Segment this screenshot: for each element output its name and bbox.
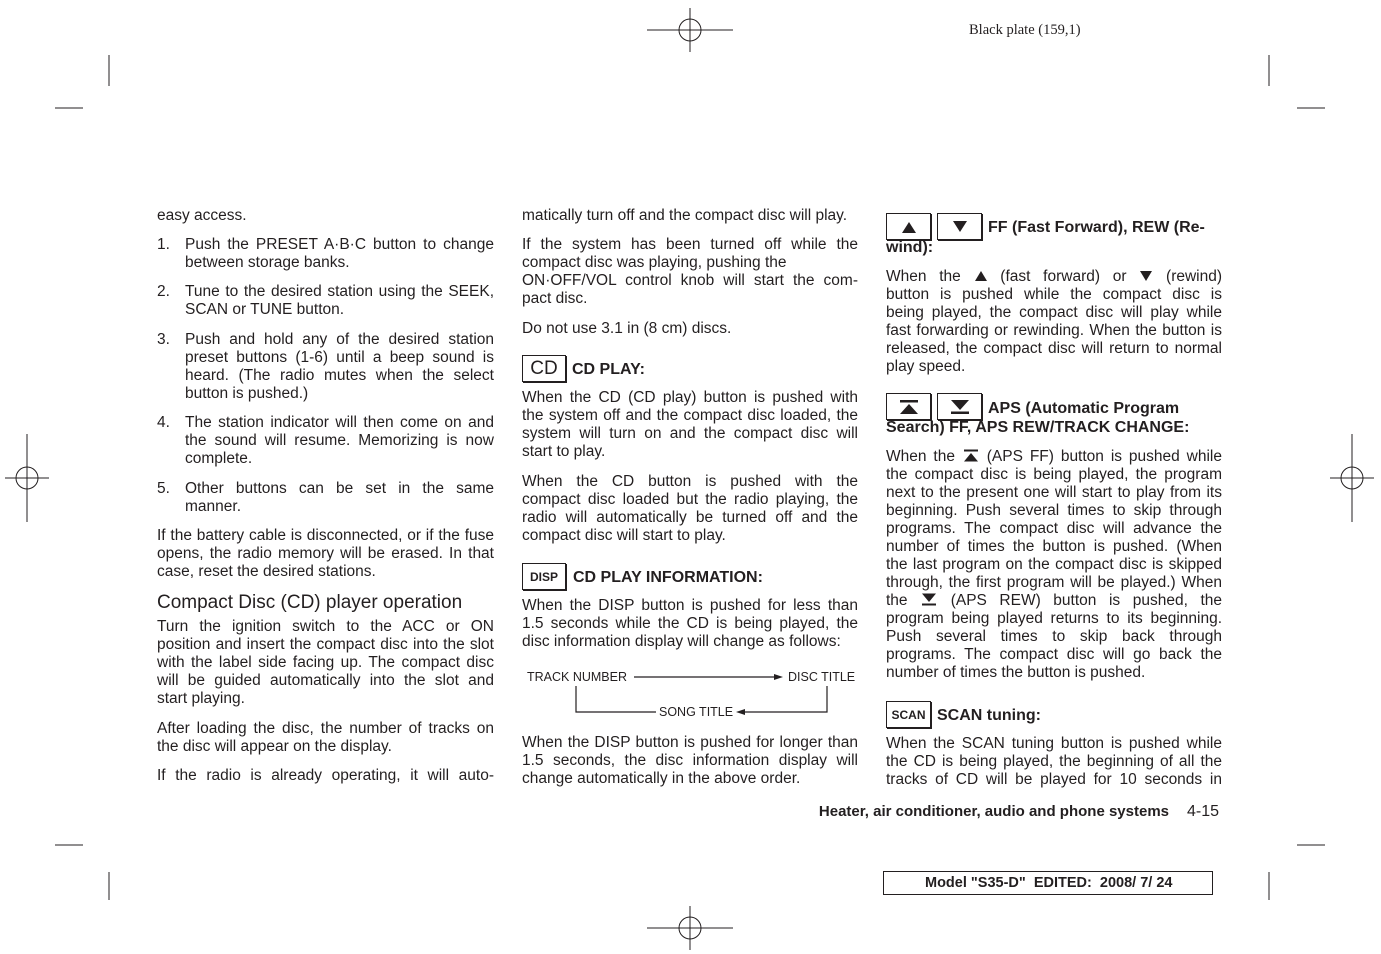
text-line: button is pushed while the compact disc is	[886, 286, 1222, 303]
text-line: between storage banks.	[185, 254, 350, 271]
text-line: When the CD button is pushed with the	[522, 473, 858, 490]
step-5	[157, 480, 494, 516]
text-line: heard. (The radio mutes when the select	[185, 367, 494, 384]
flow-song-title: SONG TITLE	[659, 705, 734, 719]
cd-play-paragraph-2	[522, 473, 858, 545]
text-line: number of times the button is pushed.	[886, 664, 1146, 681]
cd-play-paragraph-1	[522, 389, 858, 461]
text-line: next to the present one will start to play from its	[886, 484, 1222, 501]
step-number: 4.	[157, 414, 170, 431]
text-line: SCAN or TUNE button.	[185, 301, 345, 318]
text-line: When the DISP button is pushed for less than	[522, 597, 858, 614]
step-4	[157, 414, 494, 468]
text-line: manner.	[185, 498, 242, 515]
battery-paragraph	[157, 527, 494, 581]
text-line: radio will automatically be turned off and the	[522, 509, 858, 526]
text-line: the disc will appear on the display.	[157, 738, 392, 755]
text-line: 1.5 seconds, the disc information display will	[522, 752, 858, 769]
disp-key-icon: DISP	[522, 563, 566, 590]
text-line: position and insert the compact disc into the slot	[157, 636, 494, 653]
text-line: When the DISP button is pushed for longer than	[522, 734, 858, 751]
step-number: 5.	[157, 480, 170, 497]
up-triangle-icon	[974, 270, 988, 282]
text-line: change automatically in the above order.	[522, 770, 801, 787]
aps-rew-key	[937, 393, 982, 420]
aps-rew-icon	[920, 593, 938, 606]
text-line: case, reset the desired stations.	[157, 563, 376, 580]
text-line: The station indicator will then come on and	[185, 414, 494, 431]
text-line: Do not use 3.1 in (8 cm) discs.	[522, 320, 732, 337]
text-line: easy access.	[157, 207, 247, 224]
text-line: programs. The compact disc will go back the	[886, 646, 1222, 663]
text-segment: the	[886, 592, 908, 609]
step-number: 3.	[157, 331, 170, 348]
text-segment: (APS REW) button is pushed, the	[950, 592, 1222, 609]
flow-track-number: TRACK NUMBER	[527, 670, 628, 684]
text-segment: (rewind)	[1166, 268, 1223, 285]
aps-paragraph	[886, 448, 1222, 682]
text-line: Push the PRESET A·B·C button to change	[185, 236, 494, 253]
text-segment: When the	[886, 268, 961, 285]
text-line: start playing.	[157, 690, 245, 707]
text-line	[886, 592, 1222, 610]
text-line: through, the first program will be played.) When	[886, 574, 1222, 591]
text-line: released, the compact disc will return to normal	[886, 340, 1222, 357]
continued-paragraph	[522, 207, 858, 225]
text-segment: (fast forward) or	[1000, 268, 1127, 285]
flow-return-line-left	[576, 686, 656, 712]
aps-heading: APS (Automatic Program	[988, 400, 1180, 417]
text-line: After loading the disc, the number of tracks on	[157, 720, 494, 737]
text-line: compact disc will start to play.	[522, 527, 726, 544]
text-line: complete.	[185, 450, 253, 467]
text-line: with the label side facing up. The compact disc	[157, 654, 494, 671]
text-line: compact disc was playing, pushing the	[522, 254, 787, 271]
text-line: Push several times to skip back through	[886, 628, 1222, 645]
step-2	[157, 283, 494, 319]
aps-ff-icon	[962, 449, 980, 462]
disc-size-note	[522, 320, 858, 338]
text-line: Push and hold any of the desired station	[185, 331, 494, 348]
disp-paragraph-1	[522, 597, 858, 651]
text-line: button is pushed.)	[185, 385, 309, 402]
up-triangle-icon	[900, 220, 918, 234]
text-line: program being played returns to its beginning.	[886, 610, 1222, 627]
text-line: beginning. Push several times to skip through	[886, 502, 1222, 519]
aps-heading-cont: Search) FF, APS REW/TRACK CHANGE:	[886, 419, 1190, 436]
text-segment: (APS FF) button is pushed while	[986, 448, 1222, 465]
scan-tuning-heading: SCAN tuning:	[937, 707, 1041, 724]
text-line: fast forwarding or rewinding. When the button is	[886, 322, 1222, 339]
down-triangle-icon	[1139, 270, 1153, 282]
footer-section-title: Heater, air conditioner, audio and phone systems	[818, 803, 1169, 820]
text-line: disc information display will change as follows:	[522, 633, 841, 650]
text-line: being played, the compact disc will play while	[886, 304, 1222, 321]
aps-rew-icon	[949, 399, 971, 415]
text-line: tracks of CD will be played for 10 seconds in	[886, 771, 1222, 788]
text-line: compact disc loaded but the radio playing, the	[522, 491, 858, 508]
down-triangle-icon	[951, 220, 969, 234]
scan-key-icon: SCAN	[886, 701, 931, 728]
insert-disc-paragraph	[157, 618, 494, 708]
ff-rew-paragraph	[886, 268, 1222, 376]
text-line	[886, 268, 1222, 286]
text-line: start to play.	[522, 443, 606, 460]
text-line: Turn the ignition switch to the ACC or ON	[157, 618, 494, 635]
text-line: play speed.	[886, 358, 966, 375]
model-edit-box: Model "S35-D" EDITED: 2008/ 7/ 24	[883, 871, 1213, 895]
text-line: the compact disc is being played, the program	[886, 466, 1222, 483]
text-line: opens, the radio memory will be erased. In that	[157, 545, 494, 562]
registration-mark-bottom	[647, 906, 733, 950]
text-line: When the CD (CD play) button is pushed with	[522, 389, 858, 406]
text-line: If the radio is already operating, it will auto-	[157, 767, 494, 784]
flow-return-line-right	[744, 686, 827, 712]
flow-arrowhead-left	[736, 709, 745, 715]
text-line	[886, 448, 1222, 466]
cd-play-heading: CD PLAY:	[572, 361, 645, 378]
step-1	[157, 236, 494, 272]
text-line: preset buttons (1-6) until a beep sound is	[185, 349, 494, 366]
text-line: the system off and the compact disc loaded, the	[522, 407, 858, 424]
ff-rew-heading-cont: wind):	[886, 239, 934, 256]
text-line: the last program on the compact disc is skipped	[886, 556, 1222, 573]
disp-paragraph-2	[522, 734, 858, 788]
registration-mark-right	[1330, 434, 1374, 522]
display-cycle-diagram	[522, 664, 858, 726]
text-line: 1.5 seconds while the CD is being played, the	[522, 615, 858, 632]
text-line: will be guided automatically into the slot and	[157, 672, 494, 689]
registration-mark-left	[5, 434, 49, 522]
cd-key-icon: CD	[522, 355, 566, 382]
text-line: When the SCAN tuning button is pushed while	[886, 735, 1222, 752]
text-line: system will turn on and the compact disc will	[522, 425, 858, 442]
text-line: If the system has been turned off while the	[522, 236, 858, 253]
text-line: Other buttons can be set in the same	[185, 480, 494, 497]
text-line: If the battery cable is disconnected, or if the fuse	[157, 527, 494, 544]
section-title: Compact Disc (CD) player operation	[157, 592, 463, 613]
tracks-paragraph	[157, 720, 494, 756]
text-line: Tune to the desired station using the SEEK,	[185, 283, 494, 300]
ff-rew-heading: FF (Fast Forward), REW (Re-	[988, 219, 1205, 236]
intro-paragraph	[157, 207, 494, 225]
text-line: pact disc.	[522, 290, 588, 307]
step-3	[157, 331, 494, 403]
page-number: 4-15	[1187, 803, 1220, 820]
system-off-paragraph	[522, 236, 858, 308]
text-segment: When the	[886, 448, 955, 465]
cd-play-information-heading: CD PLAY INFORMATION:	[573, 569, 763, 586]
text-line: matically turn off and the compact disc will play.	[522, 207, 848, 224]
aps-ff-icon	[898, 399, 920, 415]
registration-mark-top	[647, 8, 733, 52]
text-line: programs. The compact disc will advance the	[886, 520, 1222, 537]
radio-operating-paragraph	[157, 767, 494, 785]
aps-ff-key	[886, 393, 931, 420]
flow-disc-title: DISC TITLE	[788, 670, 856, 684]
step-number: 1.	[157, 236, 170, 253]
fast-forward-key	[886, 213, 931, 240]
step-number: 2.	[157, 283, 170, 300]
text-line: ON·OFF/VOL control knob will start the com-	[522, 272, 858, 289]
text-line: number of times the button is pushed. (When	[886, 538, 1222, 555]
plate-label: Black plate (159,1)	[969, 22, 1081, 38]
text-line: the CD is being played, the beginning of all the	[886, 753, 1222, 770]
flow-arrowhead-right	[774, 674, 783, 680]
scan-paragraph	[886, 735, 1222, 789]
rewind-key	[937, 213, 982, 240]
text-line: the sound will resume. Memorizing is now	[185, 432, 494, 449]
